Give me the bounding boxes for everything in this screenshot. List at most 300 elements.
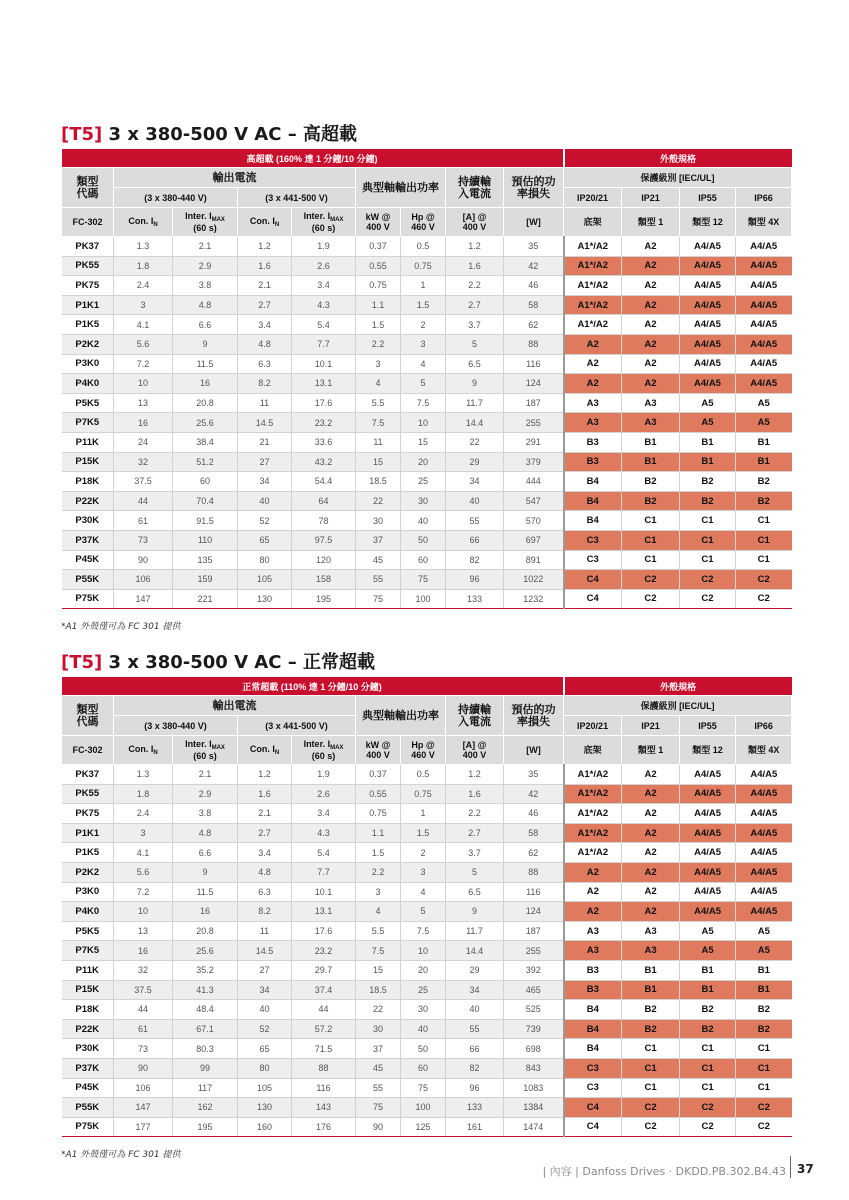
enclosure-cell: B4 xyxy=(564,1019,622,1039)
value-cell: 40 xyxy=(401,1019,446,1039)
enclosure-cell: B2 xyxy=(622,1000,680,1020)
section-title-normal-overload xyxy=(61,648,375,674)
value-cell: 4.3 xyxy=(292,295,356,315)
enclosure-cell: A2 xyxy=(564,862,622,882)
value-cell: 5.6 xyxy=(114,334,173,354)
value-cell: 1.2 xyxy=(446,237,504,257)
value-cell: 71.5 xyxy=(292,1039,356,1059)
value-cell: 3.7 xyxy=(446,843,504,863)
type-code-cell: P3K0 xyxy=(62,354,114,374)
value-cell: 3.8 xyxy=(173,276,238,296)
value-cell: 41.3 xyxy=(173,980,238,1000)
value-cell: 0.5 xyxy=(401,237,446,257)
value-cell: 88 xyxy=(292,1058,356,1078)
value-cell: 120 xyxy=(292,550,356,570)
enclosure-cell: C1 xyxy=(736,1078,792,1098)
value-cell: 2.2 xyxy=(446,804,504,824)
enclosure-cell: A5 xyxy=(736,393,792,413)
value-cell: 1 xyxy=(401,276,446,296)
enclosure-cell: C1 xyxy=(622,1039,680,1059)
enclosure-cell: A1*/A2 xyxy=(564,295,622,315)
enclosure-cell: A4/A5 xyxy=(680,237,736,257)
enclosure-cell: C4 xyxy=(564,1117,622,1137)
enclosure-cell: C2 xyxy=(680,1098,736,1118)
type-code-cell: P55K xyxy=(62,1098,114,1118)
value-cell: 75 xyxy=(401,570,446,590)
inter-imax-header: Inter. $I_{MAX}$ (60 s) xyxy=(292,208,356,237)
type-code-cell: P5K5 xyxy=(62,393,114,413)
enclosure-cell: B2 xyxy=(736,491,792,511)
value-cell: 24 xyxy=(114,432,173,452)
value-cell: 3.4 xyxy=(292,276,356,296)
table-row xyxy=(62,980,792,1000)
ip66-header: IP66 xyxy=(736,716,792,736)
enclosure-cell: A2 xyxy=(622,354,680,374)
value-cell: 2.1 xyxy=(238,276,292,296)
value-cell: 16 xyxy=(173,374,238,394)
enclosure-cell: B1 xyxy=(622,432,680,452)
enclosure-cell: A4/A5 xyxy=(680,334,736,354)
enclosure-cell: A2 xyxy=(564,354,622,374)
enclosure-cell: B4 xyxy=(564,491,622,511)
value-cell: 1474 xyxy=(504,1117,564,1137)
section-tag: [T5] xyxy=(61,652,103,673)
table-row xyxy=(62,334,792,354)
overload-header: 正常超載 (110% 達 1 分鐘/10 分鐘) xyxy=(62,677,564,696)
type12-header: 類型 12 xyxy=(680,208,736,237)
value-cell: 0.75 xyxy=(401,784,446,804)
value-cell: 161 xyxy=(446,1117,504,1137)
con-in-header: Con. $I_N$ xyxy=(238,736,292,765)
value-cell: 10 xyxy=(114,902,173,922)
table-row xyxy=(62,511,792,531)
value-cell: 2.2 xyxy=(356,334,401,354)
value-cell: 80 xyxy=(238,550,292,570)
type-code-cell: PK55 xyxy=(62,256,114,276)
value-cell: 2.2 xyxy=(446,276,504,296)
enclosure-cell: B1 xyxy=(680,960,736,980)
value-cell: 80 xyxy=(238,1058,292,1078)
value-cell: 27 xyxy=(238,452,292,472)
value-cell: 65 xyxy=(238,1039,292,1059)
value-cell: 4 xyxy=(401,882,446,902)
voltage-range-2: (3 x 441-500 V) xyxy=(238,188,356,208)
enclosure-cell: C1 xyxy=(736,1058,792,1078)
value-cell: 2.1 xyxy=(173,765,238,785)
enclosure-cell: A4/A5 xyxy=(736,354,792,374)
value-cell: 48.4 xyxy=(173,1000,238,1020)
enclosure-cell: A4/A5 xyxy=(680,902,736,922)
value-cell: 465 xyxy=(504,980,564,1000)
value-cell: 32 xyxy=(114,960,173,980)
value-cell: 34 xyxy=(238,980,292,1000)
kw-header: kW @ 400 V xyxy=(356,208,401,237)
enclosure-cell: C3 xyxy=(564,1078,622,1098)
enclosure-cell: C1 xyxy=(736,550,792,570)
enclosure-cell: C1 xyxy=(622,550,680,570)
ip21-header: IP21 xyxy=(622,716,680,736)
value-cell: 15 xyxy=(356,452,401,472)
value-cell: 44 xyxy=(292,1000,356,1020)
value-cell: 54.4 xyxy=(292,472,356,492)
value-cell: 392 xyxy=(504,960,564,980)
type-code-cell: PK75 xyxy=(62,804,114,824)
enclosure-cell: B1 xyxy=(736,452,792,472)
value-cell: 130 xyxy=(238,589,292,609)
enclosure-cell: C1 xyxy=(736,511,792,531)
fc302-header: FC-302 xyxy=(62,208,114,237)
value-cell: 64 xyxy=(292,491,356,511)
voltage-range-1: (3 x 380-440 V) xyxy=(114,188,238,208)
chassis-header: 底架 xyxy=(564,736,622,765)
type4x-header: 類型 4X xyxy=(736,736,792,765)
value-cell: 2.6 xyxy=(292,256,356,276)
value-cell: 110 xyxy=(173,530,238,550)
enclosure-cell: A4/A5 xyxy=(736,843,792,863)
enclosure-cell: A4/A5 xyxy=(680,315,736,335)
enclosure-cell: A4/A5 xyxy=(736,295,792,315)
value-cell: 3.4 xyxy=(292,804,356,824)
table-row xyxy=(62,804,792,824)
enclosure-cell: B4 xyxy=(564,1039,622,1059)
enclosure-cell: C1 xyxy=(680,550,736,570)
table-row xyxy=(62,1117,792,1137)
table-row xyxy=(62,902,792,922)
value-cell: 42 xyxy=(504,784,564,804)
table-row xyxy=(62,413,792,433)
value-cell: 2.4 xyxy=(114,804,173,824)
value-cell: 3.4 xyxy=(238,843,292,863)
enclosure-cell: C1 xyxy=(680,1058,736,1078)
value-cell: 379 xyxy=(504,452,564,472)
enclosure-cell: B1 xyxy=(680,432,736,452)
value-cell: 0.75 xyxy=(401,256,446,276)
cont-input-header: 持續輸 入電流 xyxy=(446,168,504,208)
enclosure-cell: A1*/A2 xyxy=(564,843,622,863)
value-cell: 75 xyxy=(401,1078,446,1098)
type-code-cell: P45K xyxy=(62,1078,114,1098)
value-cell: 135 xyxy=(173,550,238,570)
enclosure-cell: B2 xyxy=(680,491,736,511)
enclosure-cell: B1 xyxy=(622,452,680,472)
enclosure-cell: A3 xyxy=(564,941,622,961)
amp-header: [A] @ 400 V xyxy=(446,736,504,765)
table-row xyxy=(62,960,792,980)
value-cell: 60 xyxy=(401,1058,446,1078)
spec-table-normal-overload xyxy=(61,677,792,1137)
type-code-cell: PK37 xyxy=(62,237,114,257)
shaft-power-header: 典型軸輸出功率 xyxy=(356,168,446,208)
table-row xyxy=(62,882,792,902)
value-cell: 78 xyxy=(292,511,356,531)
inter-imax-header: Inter. $I_{MAX}$ (60 s) xyxy=(173,736,238,765)
enclosure-cell: A4/A5 xyxy=(736,374,792,394)
table-row xyxy=(62,1058,792,1078)
value-cell: 1.6 xyxy=(446,256,504,276)
value-cell: 37.4 xyxy=(292,980,356,1000)
value-cell: 4.3 xyxy=(292,823,356,843)
enclosure-cell: A4/A5 xyxy=(680,276,736,296)
value-cell: 1.2 xyxy=(238,237,292,257)
table-row xyxy=(62,843,792,863)
value-cell: 5 xyxy=(401,902,446,922)
value-cell: 29 xyxy=(446,960,504,980)
value-cell: 45 xyxy=(356,1058,401,1078)
enclosure-cell: C1 xyxy=(622,530,680,550)
type-code-cell: P18K xyxy=(62,1000,114,1020)
power-loss-header: 預估的功 率損失 xyxy=(504,696,564,736)
enclosure-cell: A4/A5 xyxy=(736,765,792,785)
value-cell: 2.4 xyxy=(114,276,173,296)
value-cell: 116 xyxy=(292,1078,356,1098)
value-cell: 15 xyxy=(356,960,401,980)
value-cell: 13 xyxy=(114,921,173,941)
value-cell: 30 xyxy=(401,491,446,511)
enclosure-cell: C1 xyxy=(736,1039,792,1059)
enclosure-cell: B2 xyxy=(622,472,680,492)
amp-header: [A] @ 400 V xyxy=(446,208,504,237)
value-cell: 17.6 xyxy=(292,393,356,413)
value-cell: 147 xyxy=(114,1098,173,1118)
value-cell: 10 xyxy=(401,413,446,433)
value-cell: 4.1 xyxy=(114,843,173,863)
value-cell: 37 xyxy=(356,530,401,550)
table-row xyxy=(62,1019,792,1039)
enclosure-cell: B2 xyxy=(680,1000,736,1020)
type-code-cell: P1K5 xyxy=(62,843,114,863)
value-cell: 18.5 xyxy=(356,472,401,492)
enclosure-cell: B4 xyxy=(564,511,622,531)
value-cell: 82 xyxy=(446,550,504,570)
enclosure-cell: C2 xyxy=(622,570,680,590)
value-cell: 29.7 xyxy=(292,960,356,980)
value-cell: 5.5 xyxy=(356,393,401,413)
value-cell: 697 xyxy=(504,530,564,550)
value-cell: 158 xyxy=(292,570,356,590)
value-cell: 2.7 xyxy=(238,823,292,843)
table-row xyxy=(62,1039,792,1059)
value-cell: 5.4 xyxy=(292,843,356,863)
value-cell: 6.3 xyxy=(238,354,292,374)
enclosure-cell: C4 xyxy=(564,589,622,609)
value-cell: 20 xyxy=(401,452,446,472)
power-loss-header: 預估的功 率損失 xyxy=(504,168,564,208)
protection-header: 保護級別 [IEC/UL] xyxy=(564,168,792,188)
table-row xyxy=(62,276,792,296)
value-cell: 62 xyxy=(504,315,564,335)
value-cell: 66 xyxy=(446,1039,504,1059)
value-cell: 4 xyxy=(356,374,401,394)
value-cell: 50 xyxy=(401,530,446,550)
value-cell: 61 xyxy=(114,1019,173,1039)
value-cell: 60 xyxy=(173,472,238,492)
enclosure-cell: A3 xyxy=(564,921,622,941)
value-cell: 73 xyxy=(114,1039,173,1059)
value-cell: 35 xyxy=(504,237,564,257)
value-cell: 4 xyxy=(356,902,401,922)
value-cell: 1.8 xyxy=(114,784,173,804)
type-code-cell: P7K5 xyxy=(62,413,114,433)
value-cell: 444 xyxy=(504,472,564,492)
enclosure-cell: C2 xyxy=(680,1117,736,1137)
value-cell: 0.55 xyxy=(356,256,401,276)
value-cell: 66 xyxy=(446,530,504,550)
value-cell: 1.2 xyxy=(446,765,504,785)
enclosure-cell: A1*/A2 xyxy=(564,784,622,804)
value-cell: 187 xyxy=(504,921,564,941)
type-code-header: 類型 代碼 xyxy=(62,168,114,208)
type-code-cell: P22K xyxy=(62,1019,114,1039)
value-cell: 105 xyxy=(238,570,292,590)
value-cell: 35 xyxy=(504,765,564,785)
enclosure-cell: C3 xyxy=(564,530,622,550)
enclosure-cell: A4/A5 xyxy=(736,315,792,335)
value-cell: 5 xyxy=(446,334,504,354)
enclosure-cell: A4/A5 xyxy=(680,804,736,824)
value-cell: 88 xyxy=(504,862,564,882)
enclosure-header: 外殼規格 xyxy=(564,149,792,168)
value-cell: 99 xyxy=(173,1058,238,1078)
value-cell: 34 xyxy=(238,472,292,492)
hp-header: Hp @ 460 V xyxy=(401,208,446,237)
enclosure-cell: A2 xyxy=(622,276,680,296)
enclosure-cell: A1*/A2 xyxy=(564,804,622,824)
enclosure-cell: A2 xyxy=(622,784,680,804)
enclosure-cell: A4/A5 xyxy=(680,295,736,315)
value-cell: 5 xyxy=(401,374,446,394)
value-cell: 55 xyxy=(356,1078,401,1098)
enclosure-cell: A4/A5 xyxy=(680,823,736,843)
value-cell: 61 xyxy=(114,511,173,531)
table-row xyxy=(62,941,792,961)
value-cell: 1022 xyxy=(504,570,564,590)
value-cell: 3 xyxy=(401,334,446,354)
table-row xyxy=(62,823,792,843)
type-code-cell: P4K0 xyxy=(62,374,114,394)
enclosure-cell: A2 xyxy=(622,295,680,315)
enclosure-cell: A1*/A2 xyxy=(564,256,622,276)
value-cell: 2.6 xyxy=(292,784,356,804)
type-code-cell: P2K2 xyxy=(62,334,114,354)
value-cell: 1.3 xyxy=(114,765,173,785)
value-cell: 11.5 xyxy=(173,882,238,902)
value-cell: 10.1 xyxy=(292,354,356,374)
value-cell: 5 xyxy=(446,862,504,882)
table-row xyxy=(62,256,792,276)
value-cell: 1.5 xyxy=(356,843,401,863)
table-row xyxy=(62,921,792,941)
value-cell: 5.4 xyxy=(292,315,356,335)
enclosure-cell: C2 xyxy=(622,589,680,609)
enclosure-cell: A1*/A2 xyxy=(564,823,622,843)
footnote: *A1 外殼僅可為 FC 301 提供 xyxy=(61,622,181,632)
value-cell: 1.5 xyxy=(356,315,401,335)
section-title-text: 3 x 380-500 V AC – 正常超載 xyxy=(108,652,375,673)
enclosure-cell: A4/A5 xyxy=(680,784,736,804)
value-cell: 18.5 xyxy=(356,980,401,1000)
enclosure-cell: C2 xyxy=(680,570,736,590)
enclosure-cell: A1*/A2 xyxy=(564,276,622,296)
value-cell: 22 xyxy=(356,491,401,511)
type1-header: 類型 1 xyxy=(622,208,680,237)
value-cell: 20.8 xyxy=(173,393,238,413)
type-code-cell: PK55 xyxy=(62,784,114,804)
value-cell: 3 xyxy=(114,295,173,315)
enclosure-cell: B1 xyxy=(680,452,736,472)
enclosure-cell: A2 xyxy=(622,902,680,922)
ip55-header: IP55 xyxy=(680,716,736,736)
value-cell: 9 xyxy=(446,374,504,394)
enclosure-cell: B4 xyxy=(564,472,622,492)
enclosure-cell: B3 xyxy=(564,432,622,452)
enclosure-cell: A5 xyxy=(736,921,792,941)
enclosure-cell: C2 xyxy=(680,589,736,609)
value-cell: 147 xyxy=(114,589,173,609)
enclosure-cell: A5 xyxy=(736,941,792,961)
enclosure-cell: C2 xyxy=(622,1098,680,1118)
value-cell: 2.1 xyxy=(173,237,238,257)
enclosure-cell: A2 xyxy=(622,804,680,824)
enclosure-cell: C1 xyxy=(680,1039,736,1059)
enclosure-cell: A1*/A2 xyxy=(564,315,622,335)
chassis-header: 底架 xyxy=(564,208,622,237)
type1-header: 類型 1 xyxy=(622,736,680,765)
enclosure-cell: A2 xyxy=(622,237,680,257)
enclosure-cell: A2 xyxy=(622,862,680,882)
value-cell: 2 xyxy=(401,843,446,863)
value-cell: 1.8 xyxy=(114,256,173,276)
value-cell: 187 xyxy=(504,393,564,413)
value-cell: 75 xyxy=(356,1098,401,1118)
enclosure-cell: B2 xyxy=(736,472,792,492)
voltage-range-2: (3 x 441-500 V) xyxy=(238,716,356,736)
value-cell: 88 xyxy=(504,334,564,354)
value-cell: 34 xyxy=(446,472,504,492)
value-cell: 13.1 xyxy=(292,374,356,394)
value-cell: 20 xyxy=(401,960,446,980)
value-cell: 1.6 xyxy=(238,256,292,276)
value-cell: 0.75 xyxy=(356,804,401,824)
value-cell: 2 xyxy=(401,315,446,335)
enclosure-cell: B2 xyxy=(622,1019,680,1039)
value-cell: 35.2 xyxy=(173,960,238,980)
enclosure-cell: A2 xyxy=(622,374,680,394)
enclosure-cell: B2 xyxy=(680,1019,736,1039)
value-cell: 100 xyxy=(401,589,446,609)
value-cell: 1.5 xyxy=(401,823,446,843)
value-cell: 177 xyxy=(114,1117,173,1137)
value-cell: 100 xyxy=(401,1098,446,1118)
value-cell: 7.7 xyxy=(292,862,356,882)
enclosure-cell: B2 xyxy=(736,1019,792,1039)
enclosure-cell: B2 xyxy=(736,1000,792,1020)
enclosure-cell: A4/A5 xyxy=(680,765,736,785)
enclosure-cell: A2 xyxy=(622,843,680,863)
value-cell: 40 xyxy=(401,511,446,531)
enclosure-cell: A4/A5 xyxy=(680,843,736,863)
value-cell: 44 xyxy=(114,491,173,511)
value-cell: 7.5 xyxy=(356,413,401,433)
value-cell: 2.7 xyxy=(446,295,504,315)
enclosure-cell: C1 xyxy=(736,530,792,550)
enclosure-cell: C3 xyxy=(564,550,622,570)
table-body xyxy=(62,237,792,609)
value-cell: 6.3 xyxy=(238,882,292,902)
section-title-text: 3 x 380-500 V AC – 高超載 xyxy=(108,124,357,145)
value-cell: 160 xyxy=(238,1117,292,1137)
enclosure-cell: C2 xyxy=(622,1117,680,1137)
value-cell: 23.2 xyxy=(292,941,356,961)
